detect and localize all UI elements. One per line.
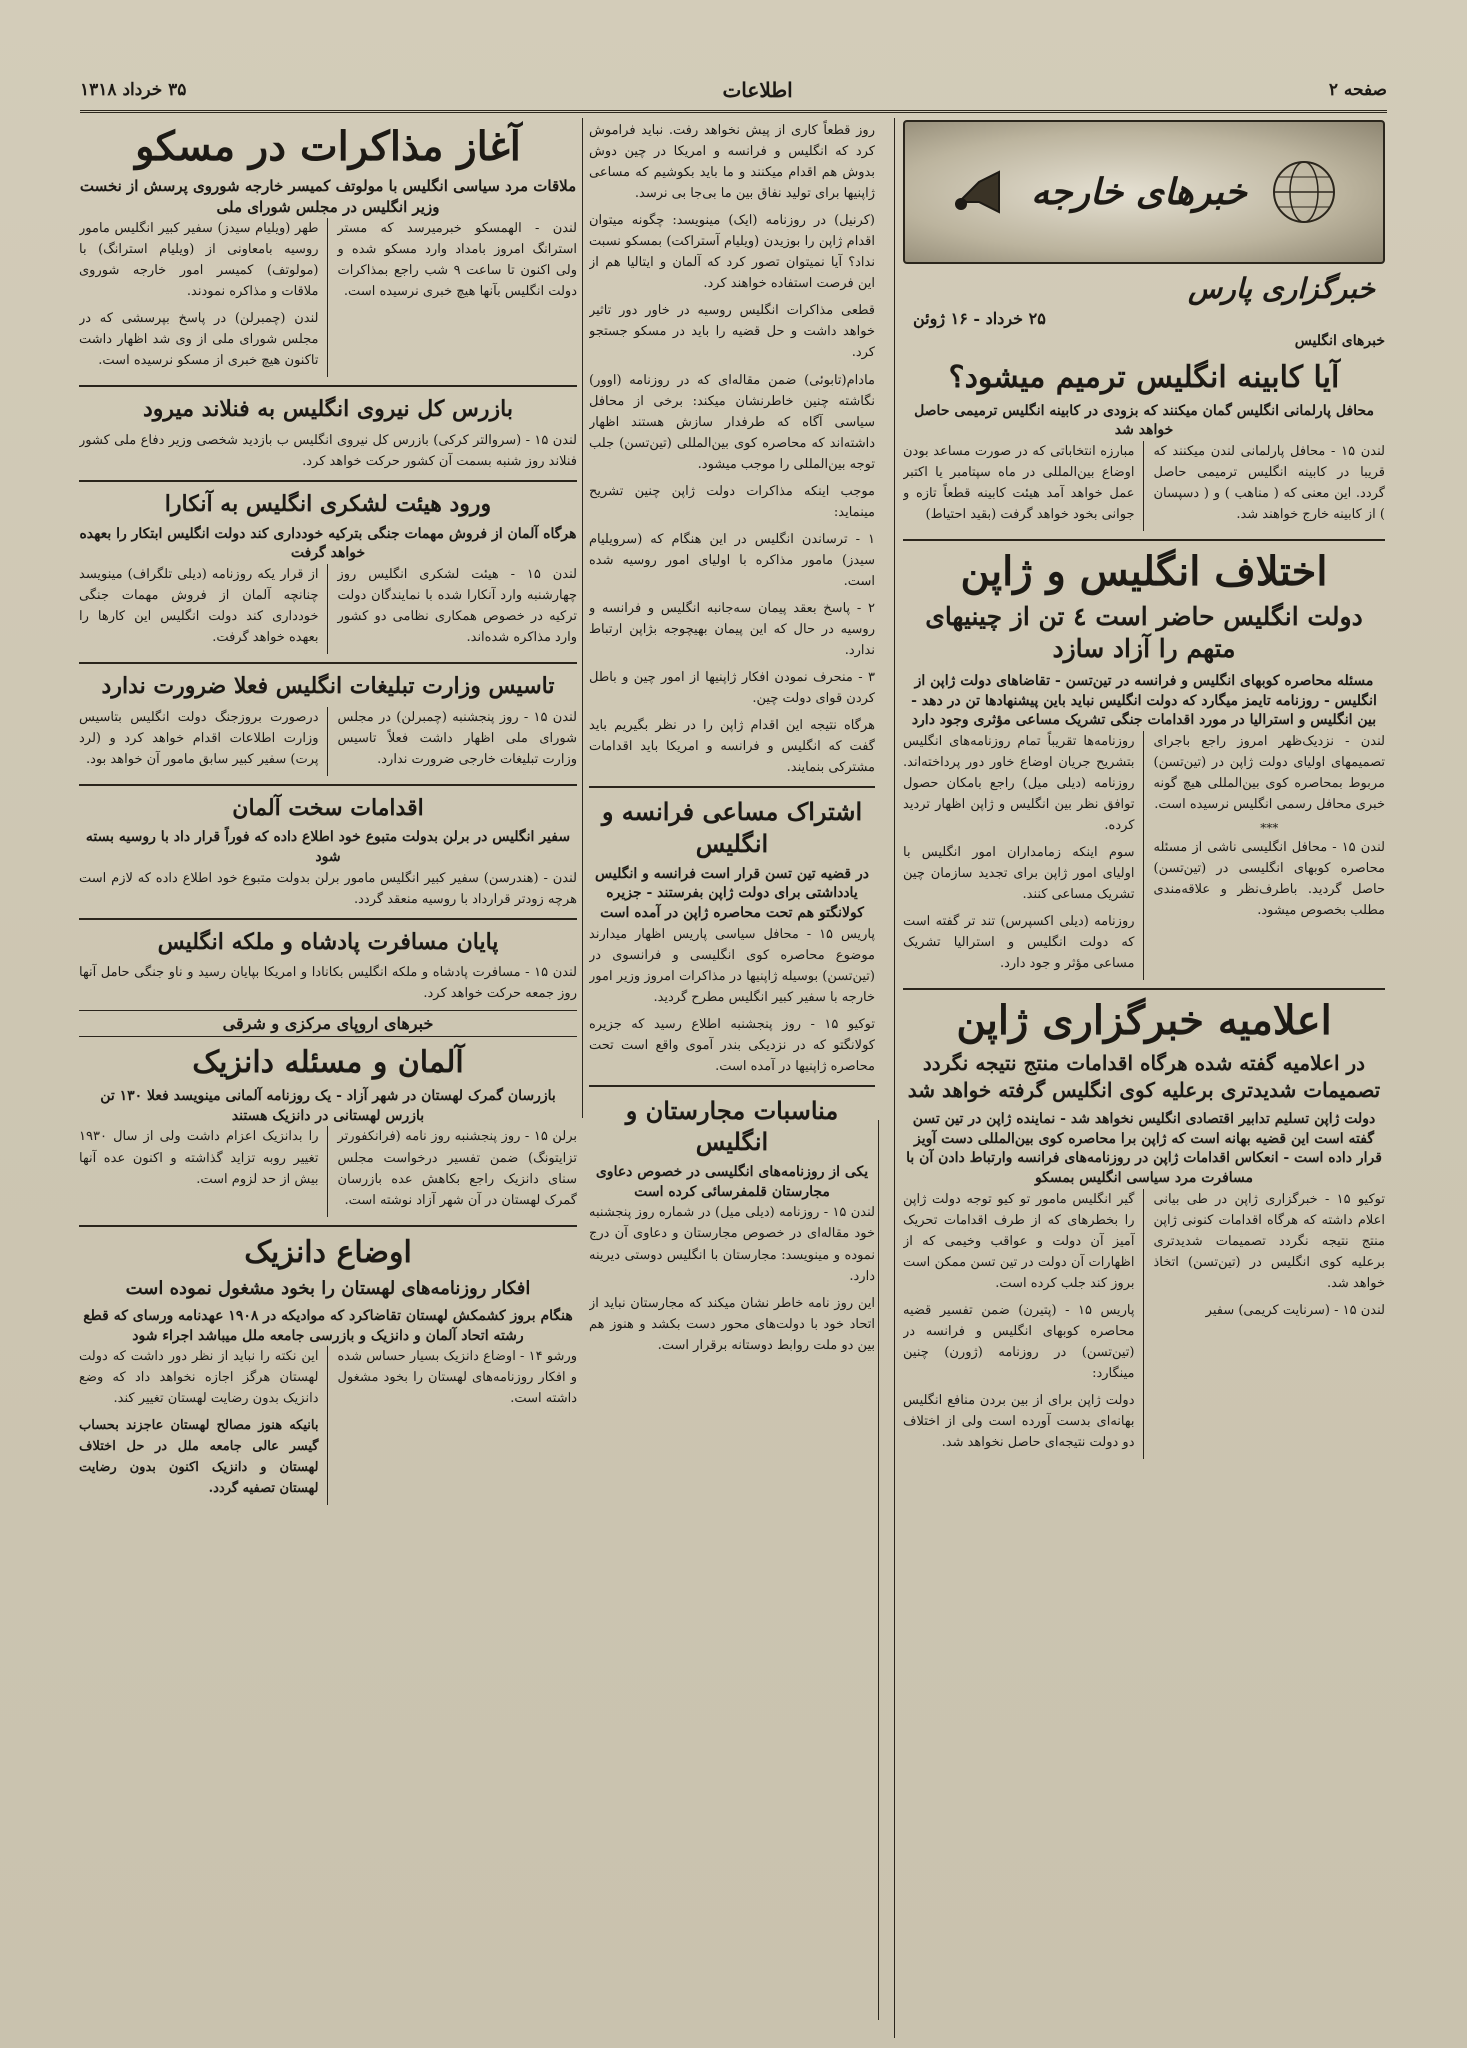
- subheadline: بازرسان گمرک لهستان در شهر آزاد - یک روزنامه آلمانی مینویسد فعلا ۱۳۰ تن بازرس لهستانی در دانزیک هستند: [100, 1088, 556, 1124]
- separator-stars: ***: [1260, 820, 1279, 835]
- article-paragraph: روزنامه (دیلی اکسپرس) تند تر گفته است که دولت انگلیس و استرالیا تشریک مساعی مؤثر و جود دارد.: [903, 914, 1135, 972]
- headline: آیا کابینه انگلیس ترمیم میشود؟: [948, 359, 1340, 395]
- article-paragraph: قطعی مذاکرات انگلیس روسیه در خاور دور تاثیر خواهد داشت و حل قضیه را باید در مسکو جستجو کرد.: [589, 303, 875, 361]
- article-paragraph: لندن ۱۵ - (سرنایت کریمی) سفیر: [1205, 1302, 1385, 1318]
- headline: آغاز مذاکرات در مسکو: [135, 123, 521, 170]
- article-paragraph: سوم اینکه زمامداران امور انگلیس با اولیای امور ژاپن برای تجدید سازمان چین تشریک مساعی کنند.: [903, 844, 1135, 903]
- article-paragraph: این روز نامه خاطر نشان میکند که مجارستان نباید از اتحاد خود با دولت‌های محور دست بکشد و هنوز هم بین دو ملت روابط دوستانه برقرار است.: [589, 1295, 875, 1353]
- subheadline: هنگام بروز کشمکش لهستان تقاضاکرد که موادیکه در ۱۹۰۸ عهدنامه ورسای که قطع رشته اتحاد آلمان و دانزیک و بازرسی جامعه ملل میباشد اجراء شود: [83, 1307, 573, 1344]
- article-paragraph: موجب اینکه مذاکرات دولت ژاپن چنین تشریح مینماید:: [589, 483, 875, 520]
- headline: بازرس کل نیروی انگلیس به فنلاند میرود: [143, 396, 513, 423]
- masthead: [80, 70, 1387, 113]
- article-paragraph: لندن ۱۵ - (سروالتر کرکی) بازرس کل نیروی انگلیس ب بازدید شخصی وزیر دفاع ملی کشور فنلاند روز شنبه بسمت آن کشور حرکت خواهد کرد.: [79, 432, 577, 469]
- headline: آلمان و مسئله دانزیک: [192, 1045, 464, 1081]
- subheadline: ملاقات مرد سیاسی انگلیس با مولوتف کمیسر خارجه شوروی پرسش از نخست وزیر انگلیس در مجلس شورای ملی: [79, 177, 577, 216]
- article-paragraph: لندن - الهمسکو خبرمیرسد که مستر استرانگ امروز بامداد وارد مسکو شده و ولی اکنون تا ساعت ۹ شب راجع بمذاکرات دولت انگلیس بآنها هیچ خبری نرسیده است.: [337, 221, 577, 300]
- subheadline: دولت ژاپن تسلیم تدابیر اقتصادی انگلیس نخواهد شد - نماینده ژاپن در تین تسن گفته است این قضیه بهانه است که ژاپن برا محاصره کوی بین‌المللی دست آویز قرار داده است - انعکاس اقدامات ژاپن در روزنامه‌های فرانسه وارتباط دادن آن با مسافرت مرد سیاسی انگلیس بمسکو: [906, 1111, 1382, 1187]
- issue-date: ۳۵ خرداد ۱۳۱۸: [80, 80, 187, 100]
- column-rule: [582, 118, 583, 1118]
- subheadline: در اعلامیه گفته شده هرگاه اقدامات منتج نتیجه نگردد تصمیمات شدیدتری برعلیه کوی انگلیس گرفته خواهد شد: [907, 1051, 1381, 1103]
- subheadline: در قضیه تین تسن قرار است فرانسه و انگلیس یادداشتی برای دولت ژاپن بفرستند - جزیره کولانگتو هم تحت محاصره ژاپن در آمده است: [595, 865, 869, 921]
- headline: اختلاف انگلیس و ژاپن: [960, 547, 1328, 595]
- article-paragraph: ۲ - پاسخ بعقد پیمان سه‌جانبه انگلیس و فرانسه و روسیه در حال که این پیمان بهیچوجه بژاپن ارتباط ندارد.: [589, 600, 875, 659]
- headline: مناسبات مجارستان و انگلیس: [625, 1095, 839, 1157]
- article-paragraph: روز قطعاً کاری از پیش نخواهد رفت. نباید فراموش کرد که انگلیس و فرانسه و امریکا در چین دوش بدوش هم اقدام میکنند و ما باید بکوشیم که مساعی ژاپنیها برای تولید نفاق بین ما بی‌جا بی نرسد.: [589, 123, 875, 202]
- article-paragraph: لندن (چمبرلن) در پاسخ بپرسشی که در مجلس شورای ملی از وی شد اظهار داشت تاکنون هیچ خبری از مسکو نرسیده است.: [79, 311, 319, 369]
- article-paragraph: لندن - (هندرسن) سفیر کبیر انگلیس مامور برلن بدولت متبوع خود اطلاع داده که لازم است هرچه زودتر قرارداد با روسیه منعقد گردد.: [79, 870, 577, 907]
- article-paragraph: توکیو ۱۵ - خبرگزاری ژاپن در طی بیانی اعلام داشته که هرگاه اقدامات کنونی ژاپن منتج نتیجه نگردد تصمیمات شدیدتری برعلیه کوی انگلیس در (تین‌تسن) اتخاذ خواهد شد.: [1153, 1191, 1385, 1291]
- article-paragraph: این نکته را نباید از نظر دور داشت که دولت لهستان هرگز اجازه نخواهد داد که وضع دانزیک بدون رضایت لهستان تغییر کند.: [79, 1349, 319, 1407]
- article-paragraph: برلن ۱۵ - روز پنجشنبه روز نامه (فرانکفورتر تزایتونگ) ضمن تفسیر درخواست مجلس سنای دانزیک راجع بکاهش عده بازرسان گمرک لهستان در آن شهر آزاد نوشته است.: [337, 1129, 577, 1208]
- headline: تاسیس وزارت تبلیغات انگلیس فعلا ضرورت ندارد: [101, 672, 555, 699]
- article-paragraph: لندن - نزدیک‌ظهر امروز راجع باجرای تصمیمهای اولیای دولت ژاپن در (تین‌تسن) مربوط بمحاصره کوی بین‌المللی هیچ گونه خبری محافل رسمی انگلیس نرسیده است.: [1153, 733, 1385, 812]
- article-paragraph: دولت ژاپن برای از بین بردن منافع انگلیس بهانه‌ای بدست آورده است ولی از اختلاف دو دولت نتیجه‌ای حاصل نخواهد شد.: [903, 1393, 1135, 1451]
- column-left: [79, 120, 577, 2040]
- article-paragraph: توکیو ۱۵ - روز پنجشنبه اطلاع رسید که جزیره کولانگتو که در نزدیکی بندر آموی واقع است تحت محاصره ژاپنیها در آمده است.: [589, 1016, 875, 1074]
- banner-title: خبرهای خارجه: [1031, 171, 1247, 213]
- article-paragraph: لندن ۱۵ - روزنامه (دیلی میل) در شماره روز پنجشنبه خود مقاله‌ای در خصوص مجارستان و دعاوی آن درج نموده و مینویسد: مجارستان با انگلیس دوستی دیرینه دارد.: [589, 1205, 875, 1284]
- article-paragraph: بانیکه هنوز مصالح لهستان عاجزند بحساب گیسر عالی جامعه ملل در حل اختلاف لهستان و دانزیک اکنون بدون رضایت لهستان تصفیه گردد.: [79, 1418, 319, 1497]
- headline: اشتراک مساعی فرانسه و انگلیس: [601, 797, 863, 858]
- agency-dateline: ۲۵ خرداد - ۱۶ ژوئن: [913, 309, 1046, 328]
- section-label: خبرهای اروپای مرکزی و شرقی: [79, 1010, 577, 1037]
- subheadline: مسئله محاصره کوبهای انگلیس و فرانسه در تین‌تسن - تقاضاهای دولت ژاپن از انگلیس - روزنامه تایمز میگارد که دولت انگلیس نباید باین پیشنهادها تن در دهد - بین انگلیس و استرالیا در مورد اقدامات جنگی تشریک مساعی مؤثری وجود دارد: [911, 672, 1377, 729]
- article-paragraph: مادام(تابوئی) ضمن مقاله‌ای که در روزنامه (اوور) نگاشته چنین خاطرنشان میکند: برخی از محافل سیاسی آگاه که طرفدار سازش هستند اظهار داشته‌اند که محاصره کوی بین‌المللی (تین‌تسن) جلب توجه بین‌المللی را موجب میشود.: [589, 372, 875, 472]
- article-paragraph: از قرار یکه روزنامه (دیلی تلگراف) مینویسد چنانچه آلمان از فروش مهمات جنگی خودداری کند دولت انگلیس این کارها را بعهده خواهد گرفت.: [79, 566, 319, 645]
- foreign-news-banner: [903, 120, 1385, 264]
- column-rule: [894, 118, 895, 2038]
- headline: اعلامیه خبرگزاری ژاپن: [956, 997, 1332, 1045]
- section-label: خبرهای انگلیس: [1294, 333, 1385, 349]
- column-rule: [878, 1120, 879, 2020]
- subheadline: یکی از روزنامه‌های انگلیسی در خصوص دعاوی مجارستان قلمفرسائی کرده است: [595, 1164, 869, 1200]
- article-paragraph: ۱ - ترساندن انگلیس در این هنگام که (سرویلیام سیدز) مامور مذاکره با اولیای امور روسیه شده است.: [589, 531, 875, 589]
- article-paragraph: (کرنیل) در روزنامه (ایک) مینویسد: چگونه میتوان اقدام ژاپن را بوزیدن (ویلیام آستراکت) بمسکو نسبت نداد؟ آیا نمیتوان تصور کرد که آلمان و ایتالیا هم از این فرصت استفاده خواهند کرد.: [589, 213, 875, 292]
- article-paragraph: مبارزه انتخاباتی که در صورت مساعد بودن اوضاع بین‌المللی در ماه سپتامبر یا اکتبر عمل خواهد آمد هیئت کابینه قطعاً تازه و جوانی بخود خواهد گرفت (بقید احتیاط): [903, 443, 1135, 522]
- article-paragraph: لندن ۱۵ - روز پنجشنبه (چمبرلن) در مجلس شورای ملی اظهار داشت فعلاً تاسیس وزارت تبلیغات خارجی ضرورت ندارد.: [337, 709, 577, 767]
- headline: اقدامات سخت آلمان: [232, 794, 424, 821]
- article-paragraph: لندن ۱۵ - محافل پارلمانی لندن میکنند که قریبا در کابینه انگلیس ترمیمی حاصل گردد. این معنی که ( مناهب ) و ( دسپسان ) از کابینه خارج خواهند شد.: [1153, 443, 1385, 522]
- article-paragraph: روزنامه‌ها تقریباً تمام روزنامه‌های انگلیس بتشریح جریان اوضاع خاور دور پرداخته‌اند. روزنامه (دیلی میل) راجع بامکان حصول توافق نظر بین انگلیس و ژاپن اظهار تردید کرده.: [903, 733, 1135, 833]
- article-paragraph: لندن ۱۵ - مسافرت پادشاه و ملکه انگلیس بکانادا و امریکا بپایان رسید و ناو جنگی حامل آنها روز جمعه حرکت خواهد کرد.: [79, 965, 577, 1002]
- article-paragraph: هرگاه نتیجه این اقدام ژاپن را در نظر بگیریم باید گفت که انگلیس و فرانسه و امریکا باید اقدامات مشترکی بنمایند.: [589, 718, 875, 776]
- article-paragraph: پاریس ۱۵ - محافل سیاسی پاریس اظهار میدارند موضوع محاصره کوی انگلیسی و فرانسوی در (تین‌تسن) بوسیله ژاپنیها در مذاکرات امروز وزیر امور خارجه با سفیر کبیر انگلیس مطرح گردید.: [589, 926, 875, 1005]
- headline: اوضاع دانزیک: [244, 1234, 412, 1270]
- page-number: صفحه ۲: [1328, 80, 1387, 100]
- article-paragraph: لندن ۱۵ - محافل انگلیسی ناشی از مسئله محاصره کوبهای انگلیسی در (تین‌تسن) حاصل گردید. باطرف‌نظر و علاقه‌مندی مطلب بخصوص میشود.: [1153, 839, 1385, 919]
- headline: ورود هیئت لشکری انگلیس به آنکارا: [164, 491, 492, 518]
- headline: پایان مسافرت پادشاه و ملکه انگلیس: [157, 928, 499, 955]
- agency-name: خبرگزاری پارس: [1188, 272, 1375, 305]
- column-middle: [589, 120, 875, 2040]
- article-paragraph: ورشو ۱۴ - اوضاع دانزیک بسیار حساس شده و افکار روزنامه‌های لهستان را بخود مشغول داشته است.: [337, 1349, 577, 1407]
- newspaper-title: اطلاعات: [722, 78, 793, 102]
- subheadline: افکار روزنامه‌های لهستان را بخود مشغول نموده است: [125, 1277, 531, 1299]
- subheadline: سفیر انگلیس در برلن بدولت متبوع خود اطلاع داده که فوراً قرار داد با روسیه بسته شود: [85, 829, 571, 865]
- article-paragraph: ۳ - منحرف نمودن افکار ژاپنیها از امور چین و باطل کردن قوای دولت چین.: [589, 670, 875, 707]
- subheadline: دولت انگلیس حاضر است ٤ تن از چینیهای متهم را آزاد سازد: [925, 601, 1363, 664]
- article-paragraph: را بدانزیک اعزام داشت ولی از سال ۱۹۳۰ تغییر روبه تزاید گذاشته و اکنون عده آنها بیش از حد لزوم است.: [79, 1129, 319, 1187]
- article-paragraph: طهر (ویلیام سیدز) سفیر کبیر انگلیس مامور روسیه بامعاونی از (ویلیام استرانگ) با (مولوتف) کمیسر امور خارجه شوروی ملاقات و مذاکره نمودند.: [79, 221, 319, 300]
- article-paragraph: گیر انگلیس مامور تو کیو توجه دولت ژاپن را بخطرهای که از طرف اقدامات تحریک آمیز آن دولت و عواقب وخیمی که از اظهارات آن دولت در تین تسن ممکن است بروز کند جلب کرده است.: [903, 1191, 1135, 1291]
- globe-icon: [1269, 157, 1339, 227]
- article-paragraph: درصورت بروزجنگ دولت انگلیس بتاسیس وزارت اطلاعات اقدام خواهد کرد و (لرد پرت) سفیر کبیر سابق مامور آن خواهد بود.: [79, 709, 319, 767]
- article-paragraph: پاریس ۱۵ - (پتیرن) ضمن تفسیر قضیه محاصره کوبهای انگلیس و فرانسه در (تین‌تسن) در روزنامه (ژورن) چنین مینگارد:: [903, 1302, 1135, 1382]
- subheadline: هرگاه آلمان از فروش مهمات جنگی بترکیه خودداری کند دولت انگلیس ابتکار را بعهده خواهد گرفت: [79, 525, 577, 562]
- gramophone-icon: [949, 162, 1009, 222]
- article-paragraph: لندن ۱۵ - هیئت لشکری انگلیس روز چهارشنبه وارد آنکارا شده با نمایندگان دولت ترکیه در خصوص همکاری نظامی دو کشور وارد مذاکره شده‌اند.: [337, 566, 577, 645]
- column-right: [903, 120, 1385, 2040]
- subheadline: محافل پارلمانی انگلیس گمان میکنند که بزودی در کابینه انگلیس ترمیمی حاصل خواهد شد: [914, 402, 1374, 439]
